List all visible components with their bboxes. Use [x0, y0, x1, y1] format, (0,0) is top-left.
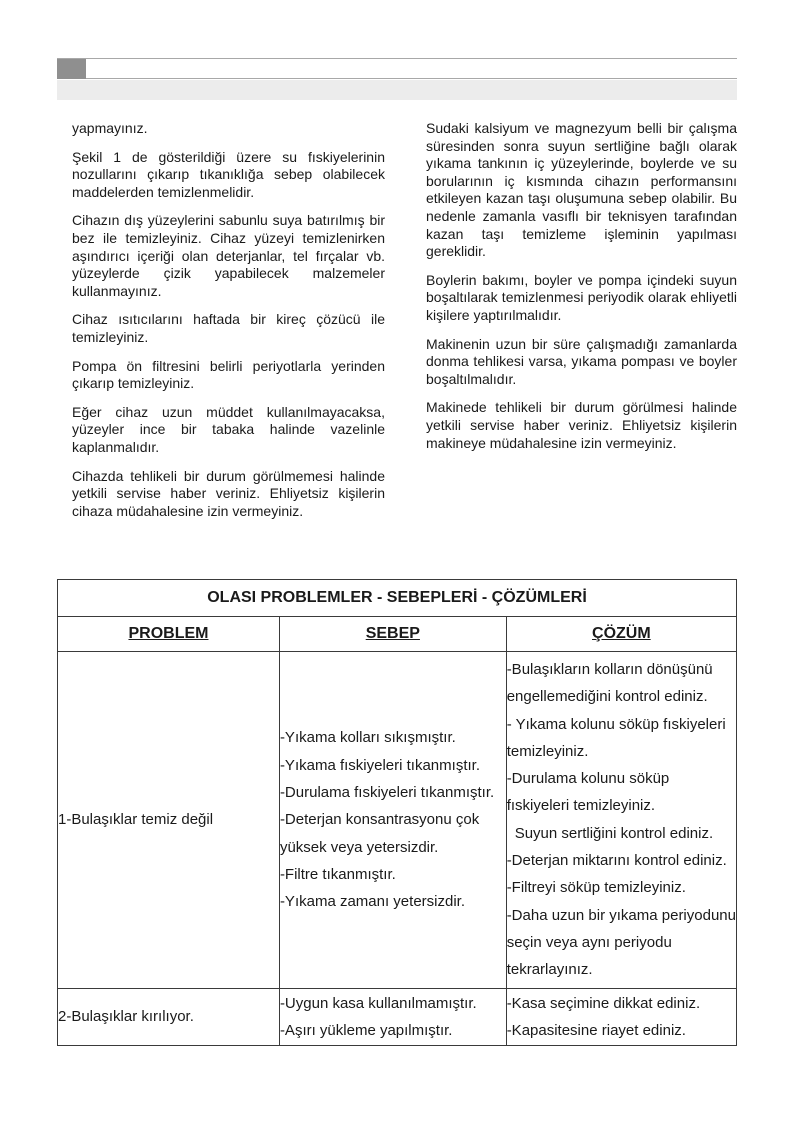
cozum-line: -Deterjan miktarını kontrol ediniz. — [506, 852, 727, 870]
cozum-line: -Filtreyi söküp temizleyiniz. — [506, 879, 686, 897]
paragraph: Cihazın dış yüzeylerini sabunlu suya batırılmış bir bez ile temizleyiniz. Cihaz yüzeyi temizlenirken aşındırıcı içeriği olan deterjanlar, tel fırçalar vb. yüzeylerde çizik yapabilecek malzemeler kullanmayınız. — [72, 212, 385, 299]
paragraph: Şekil 1 de gösterildiği üzere su fıskiyelerinin nozullarını çıkarıp tıkanıklığa sebep olabilecek maddelerden temizlenmelidir. — [72, 148, 385, 200]
paragraph: Sudaki kalsiyum ve magnezyum belli bir çalışma süresinden sonra suyun sertliğine bağlı olarak yıkama tankının iç yüzeylerinde, boylerde ve su borularının iç kısmında cihazın performansını etkileyen kazan taşı oluşumuna sebep olabilir. Bu nedenle zamanla vasıflı bir teknisyen tarafından kazan taşı temizleme işleminin yapılması gereklidir. — [426, 120, 737, 260]
header-band — [57, 80, 737, 100]
cozum-line: -Kasa seçimine dikkat ediniz. — [506, 994, 701, 1012]
cozum-line: seçin veya aynı periyodu — [506, 933, 672, 951]
header-cozum: ÇÖZÜM — [506, 617, 736, 652]
paragraph: yapmayınız. — [72, 120, 148, 136]
paragraph: Makinede tehlikeli bir durum görülmesi halinde yetkili servise haber veriniz. Ehliyetsiz kişilerin makineye müdahalesine izin vermeyiniz. — [426, 399, 737, 451]
cozum-line: Suyun sertliğini kontrol ediniz. — [514, 824, 714, 842]
sebep-line: -Durulama fıskiyeleri tıkanmıştır. — [279, 784, 495, 802]
problem-cell: 1-Bulaşıklar temiz değil — [58, 652, 280, 989]
sebep-cell — [279, 652, 506, 989]
sebep-cell — [279, 989, 506, 1046]
problem-cell: 2-Bulaşıklar kırılıyor. — [58, 989, 280, 1046]
cozum-line: -Kapasitesine riayet ediniz. — [506, 1022, 686, 1039]
paragraph: Makinenin uzun bir süre çalışmadığı zamanlarda donma tehlikesi varsa, yıkama pompası ve boyler boşaltılmalıdır. — [426, 335, 737, 387]
paragraph: Boylerin bakımı, boyler ve pompa içindeki suyun boşaltılarak temizlenmesi periyodik olarak ehliyetli kişilere yaptırılmalıdır. — [426, 271, 737, 323]
paragraph: Pompa ön filtresini belirli periyotlarla yerinden çıkarıp temizleyiniz. — [72, 357, 385, 392]
sebep-line: -Yıkama fıskiyeleri tıkanmıştır. — [279, 756, 480, 774]
cozum-line: -Durulama kolunu söküp — [506, 770, 670, 788]
sebep-line: yüksek veya yetersizdir. — [279, 838, 439, 856]
sebep-line: -Uygun kasa kullanılmamıştır. — [279, 994, 477, 1012]
paragraph: Eğer cihaz uzun müddet kullanılmayacaksa, yüzeyler ince bir tabaka halinde vazelinle kaplanmalıdır. — [72, 403, 385, 455]
table-title: OLASI PROBLEMLER - SEBEPLERİ - ÇÖZÜMLERİ — [58, 580, 737, 617]
cozum-line: - Yıkama kolunu söküp fıskiyeleri — [506, 715, 726, 733]
paragraph: Cihazda tehlikeli bir durum görülmemesi halinde yetkili servise haber veriniz. Ehliyetsiz kişilerin cihaza müdahalesine izin vermeyiniz. — [72, 467, 385, 519]
sebep-line: -Yıkama kolları sıkışmıştır. — [279, 729, 456, 747]
header-sebep: SEBEP — [279, 617, 506, 652]
sebep-line: -Deterjan konsantrasyonu çok — [279, 811, 480, 829]
cozum-line: engellemediğini kontrol ediniz. — [506, 688, 708, 706]
cozum-cell — [506, 652, 736, 989]
left-text-column — [72, 120, 385, 520]
header-rule — [57, 58, 737, 59]
table-row — [58, 989, 737, 1046]
right-text-column — [426, 120, 737, 452]
header-problem: PROBLEM — [58, 617, 280, 652]
header-gray-block — [57, 59, 86, 79]
header-rule-lower — [86, 78, 737, 79]
cozum-line: temizleyiniz. — [506, 742, 589, 760]
sebep-line: -Aşırı yükleme yapılmıştır. — [279, 1022, 453, 1039]
cozum-line: -Bulaşıkların kolların dönüşünü — [506, 661, 713, 678]
paragraph: Cihaz ısıtıcılarını haftada bir kireç çözücü ile temizleyiniz. — [72, 311, 385, 345]
cozum-line: -Daha uzun bir yıkama periyodunu — [506, 906, 736, 924]
table-row — [58, 652, 737, 989]
cozum-cell — [506, 989, 736, 1046]
sebep-line: -Filtre tıkanmıştır. — [279, 865, 396, 883]
cozum-line: tekrarlayınız. — [506, 961, 593, 979]
troubleshooting-table — [57, 579, 737, 1046]
cozum-line: fıskiyeleri temizleyiniz. — [506, 797, 656, 815]
sebep-line: -Yıkama zamanı yetersizdir. — [279, 893, 465, 911]
